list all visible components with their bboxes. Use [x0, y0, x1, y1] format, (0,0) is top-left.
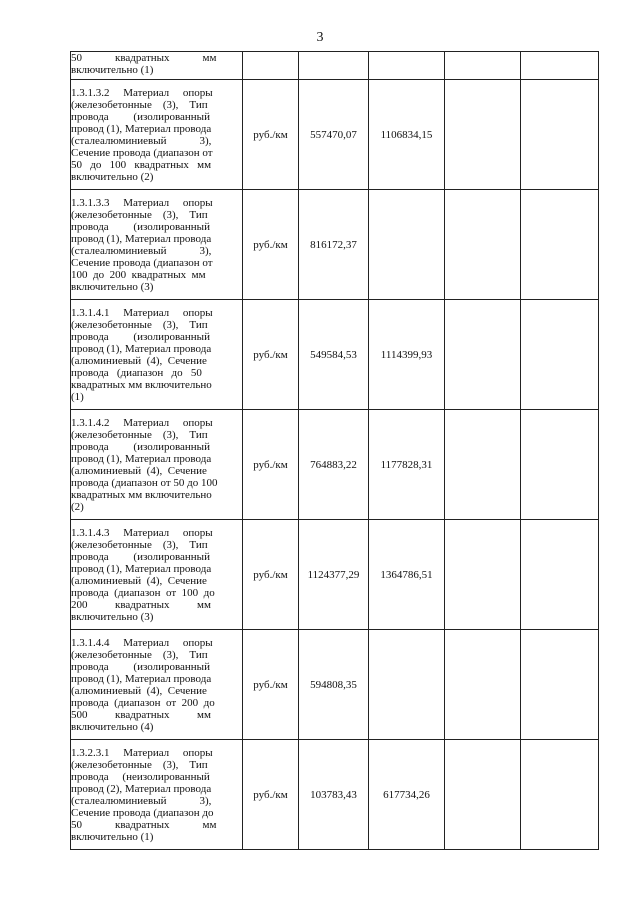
- description-text: 1.3.1.4.1 Материал опоры (железобетонные (3), Тип провода (изолированный провод (1), Материал провода (алюминиевый (4), Сечение провода (диапазон до 50 квадратных мм включительно (1): [71, 306, 213, 403]
- unit-cell: [243, 52, 299, 80]
- table-row: [71, 300, 599, 410]
- row-description: [71, 300, 243, 410]
- row-description: [71, 630, 243, 740]
- value-cell-1: 557470,07: [299, 80, 369, 190]
- row-description: [71, 740, 243, 850]
- value-cell-2: [369, 190, 445, 300]
- empty-cell: [445, 190, 521, 300]
- value-cell-1: [299, 52, 369, 80]
- table-row: [71, 52, 599, 80]
- empty-cell: [521, 740, 599, 850]
- value-cell-2: 1364786,51: [369, 520, 445, 630]
- value-cell-2: 1106834,15: [369, 80, 445, 190]
- empty-cell: [521, 520, 599, 630]
- value-cell-2: 1177828,31: [369, 410, 445, 520]
- page-number: 3: [316, 30, 324, 45]
- value-cell-1: 816172,37: [299, 190, 369, 300]
- table-row: [71, 410, 599, 520]
- value-cell-2: [369, 630, 445, 740]
- empty-cell: [445, 520, 521, 630]
- description-text: 1.3.1.4.4 Материал опоры (железобетонные (3), Тип провода (изолированный провод (1), Материал провода (алюминиевый (4), Сечение провода (диапазон от 200 до 500 квадратных мм включительно (4): [71, 636, 215, 733]
- empty-cell: [445, 80, 521, 190]
- description-text: 1.3.1.4.3 Материал опоры (железобетонные (3), Тип провода (изолированный провод (1), Материал провода (алюминиевый (4), Сечение провода (диапазон от 100 до 200 квадратных мм включительно (3): [71, 526, 215, 623]
- table-row: [71, 740, 599, 850]
- value-cell-2: 617734,26: [369, 740, 445, 850]
- unit-cell: руб./км: [243, 190, 299, 300]
- table-row: [71, 630, 599, 740]
- description-text: 50 квадратных мм включительно (1): [71, 52, 217, 76]
- empty-cell: [521, 190, 599, 300]
- row-description: [71, 190, 243, 300]
- description-text: 1.3.1.4.2 Материал опоры (железобетонные (3), Тип провода (изолированный провод (1), Материал провода (алюминиевый (4), Сечение провода (диапазон от 50 до 100 квадратных мм включительно (2): [71, 416, 218, 513]
- value-cell-1: 1124377,29: [299, 520, 369, 630]
- empty-cell: [445, 300, 521, 410]
- table-row: [71, 520, 599, 630]
- value-cell-1: 594808,35: [299, 630, 369, 740]
- value-cell-1: 103783,43: [299, 740, 369, 850]
- empty-cell: [445, 410, 521, 520]
- description-text: 1.3.1.3.2 Материал опоры (железобетонные (3), Тип провода (изолированный провод (1), Материал провода (сталеалюминиевый 3), Сечение провода (диапазон от 50 до 100 квадратных мм включительно (2): [71, 86, 213, 183]
- tariff-table: [70, 51, 599, 850]
- value-cell-2: 1114399,93: [369, 300, 445, 410]
- description-text: 1.3.1.3.3 Материал опоры (железобетонные (3), Тип провода (изолированный провод (1), Материал провода (сталеалюминиевый 3), Сечение провода (диапазон от 100 до 200 квадратных мм включительно (3): [71, 196, 213, 293]
- unit-cell: руб./км: [243, 740, 299, 850]
- table-row: [71, 80, 599, 190]
- row-description: [71, 80, 243, 190]
- empty-cell: [521, 52, 599, 80]
- empty-cell: [521, 80, 599, 190]
- unit-cell: руб./км: [243, 410, 299, 520]
- empty-cell: [521, 630, 599, 740]
- unit-cell: руб./км: [243, 630, 299, 740]
- row-description: [71, 410, 243, 520]
- empty-cell: [521, 300, 599, 410]
- unit-cell: руб./км: [243, 520, 299, 630]
- unit-cell: руб./км: [243, 80, 299, 190]
- empty-cell: [521, 410, 599, 520]
- unit-cell: руб./км: [243, 300, 299, 410]
- value-cell-1: 764883,22: [299, 410, 369, 520]
- value-cell-2: [369, 52, 445, 80]
- empty-cell: [445, 740, 521, 850]
- empty-cell: [445, 630, 521, 740]
- row-description: [71, 520, 243, 630]
- table-row: [71, 190, 599, 300]
- empty-cell: [445, 52, 521, 80]
- description-text: 1.3.2.3.1 Материал опоры (железобетонные (3), Тип провода (неизолированный провод (2), Материал провода (сталеалюминиевый 3), Сечение провода (диапазон до 50 квадратных мм включительно (1): [71, 746, 217, 843]
- value-cell-1: 549584,53: [299, 300, 369, 410]
- row-description: [71, 52, 243, 80]
